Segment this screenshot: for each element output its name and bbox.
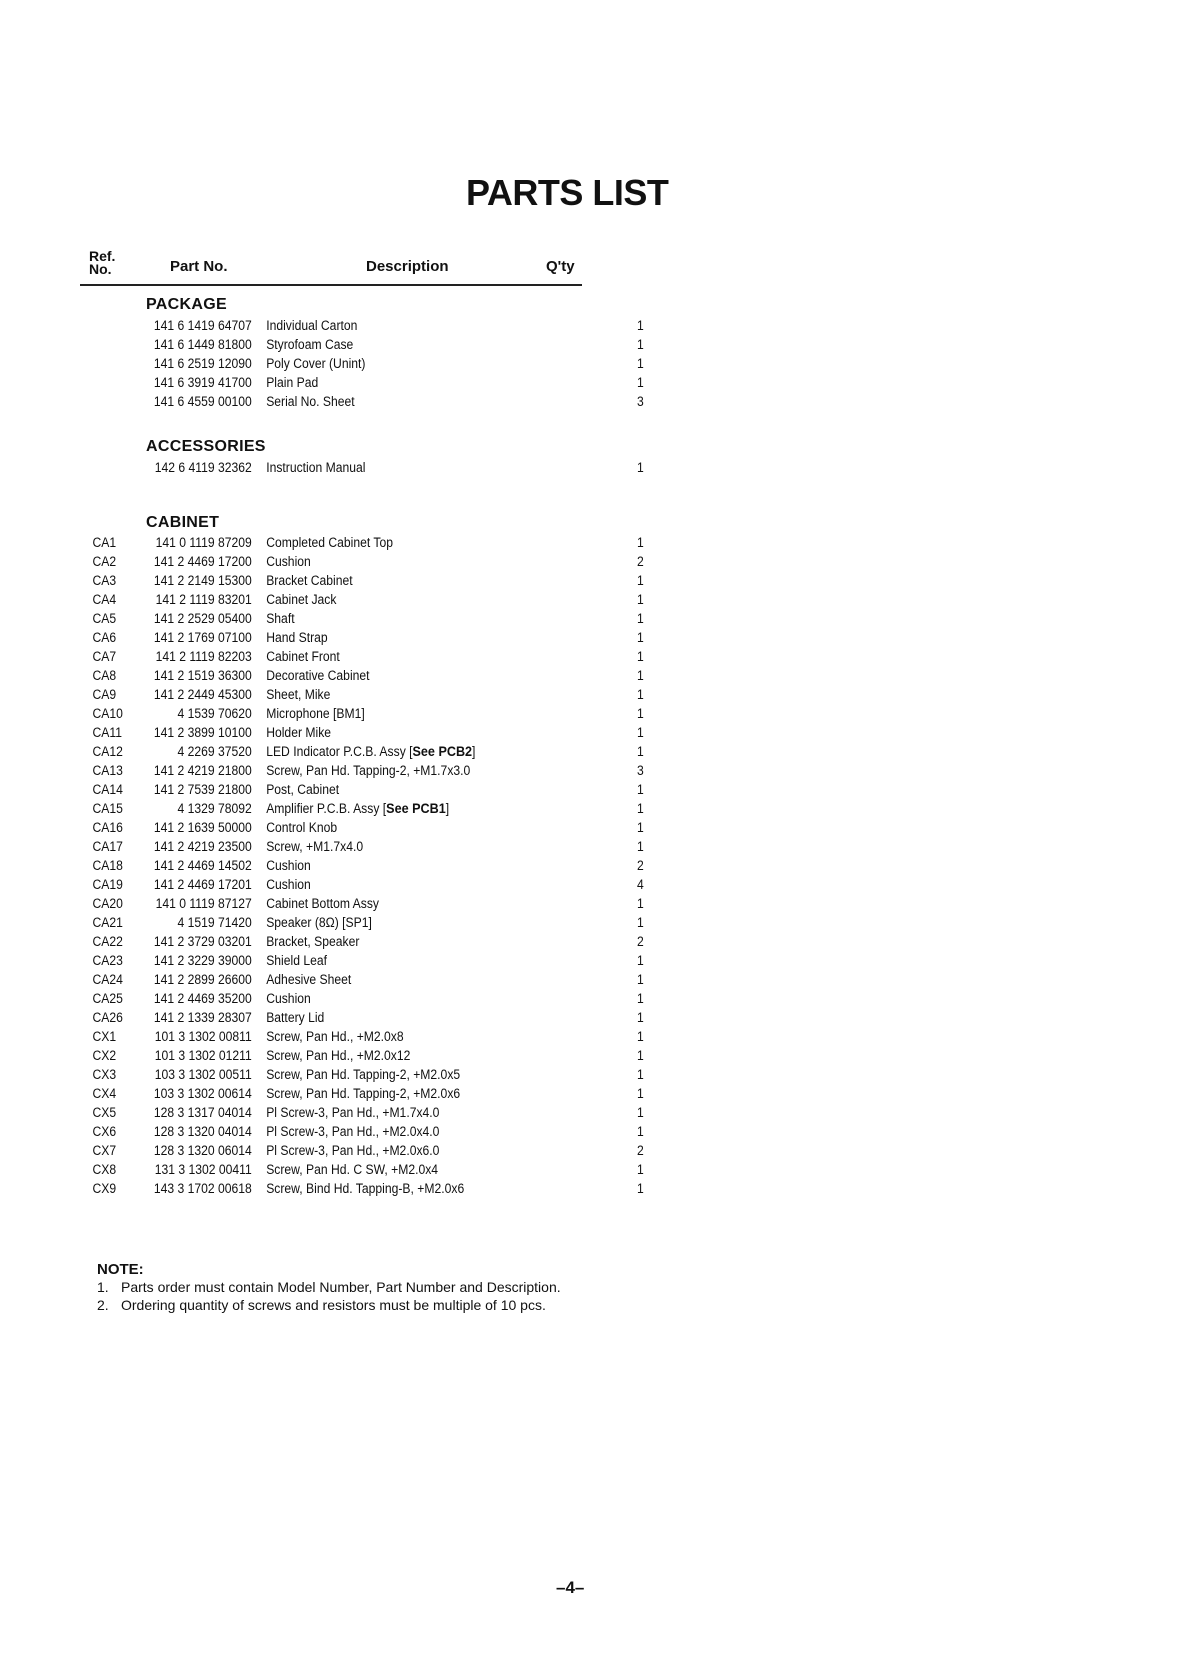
description-cell bbox=[266, 1008, 324, 1027]
description-text: Bracket Cabinet bbox=[266, 573, 353, 588]
ref-no-cell: CA12 bbox=[92, 744, 123, 759]
description-cell bbox=[266, 354, 365, 373]
table-row bbox=[88, 989, 644, 1008]
part-no-cell: 141 2 4219 21800 bbox=[153, 763, 252, 778]
part-no-cell: 141 2 4219 23500 bbox=[153, 839, 252, 854]
description-cell bbox=[266, 647, 340, 666]
ref-no-cell: CX9 bbox=[92, 1181, 117, 1196]
part-no-cell: 141 6 1449 81800 bbox=[153, 337, 252, 352]
description-cell bbox=[266, 1084, 460, 1103]
table-row bbox=[88, 666, 644, 685]
description-cell bbox=[266, 373, 318, 392]
table-row bbox=[88, 1046, 644, 1065]
table-row bbox=[88, 316, 644, 335]
description-cell bbox=[266, 913, 372, 932]
qty-cell: 2 bbox=[637, 554, 644, 569]
description-cell bbox=[266, 392, 354, 411]
description-text: Bracket, Speaker bbox=[266, 934, 360, 949]
description-cell bbox=[266, 951, 327, 970]
qty-cell: 1 bbox=[637, 649, 644, 664]
ref-no-cell: CA4 bbox=[92, 592, 117, 607]
description-text: Screw, Bind Hd. Tapping-B, +M2.0x6 bbox=[266, 1181, 465, 1196]
note-item-text: Ordering quantity of screws and resistors must be multiple of 10 pcs. bbox=[121, 1297, 546, 1313]
description-text: Control Knob bbox=[266, 820, 338, 835]
qty-cell: 1 bbox=[637, 1067, 644, 1082]
part-no-cell: 103 3 1302 00511 bbox=[154, 1067, 252, 1082]
description-cell bbox=[266, 685, 330, 704]
description-cell bbox=[266, 458, 365, 477]
description-cell bbox=[266, 552, 311, 571]
table-row bbox=[88, 1084, 644, 1103]
part-no-cell: 4 1519 71420 bbox=[177, 915, 252, 930]
description-text: Cabinet Bottom Assy bbox=[266, 896, 379, 911]
description-cell bbox=[266, 989, 311, 1008]
description-text: Instruction Manual bbox=[266, 460, 366, 475]
qty-cell: 1 bbox=[637, 535, 644, 550]
table-row bbox=[88, 913, 644, 932]
part-no-cell: 141 0 1119 87209 bbox=[155, 535, 252, 550]
table-row bbox=[88, 609, 644, 628]
part-no-cell: 141 2 4469 17201 bbox=[153, 877, 252, 892]
qty-cell: 1 bbox=[637, 1162, 644, 1177]
table-row bbox=[88, 970, 644, 989]
description-cell bbox=[266, 1160, 438, 1179]
description-text: Cushion bbox=[266, 877, 311, 892]
ref-no-cell: CA17 bbox=[92, 839, 123, 854]
description-text: Decorative Cabinet bbox=[266, 668, 370, 683]
table-row bbox=[88, 932, 644, 951]
part-no-cell: 128 3 1320 06014 bbox=[153, 1143, 252, 1158]
part-no-cell: 141 2 3899 10100 bbox=[153, 725, 252, 740]
part-no-cell: 142 6 4119 32362 bbox=[154, 460, 252, 475]
note-item-number: 2. bbox=[97, 1297, 109, 1313]
ref-no-cell: CA15 bbox=[92, 801, 123, 816]
ref-no-cell: CX5 bbox=[92, 1105, 117, 1120]
description-text: Cushion bbox=[266, 554, 311, 569]
part-no-cell: 101 3 1302 00811 bbox=[154, 1029, 252, 1044]
ref-no-cell: CA3 bbox=[92, 573, 117, 588]
table-row bbox=[88, 799, 644, 818]
description-text: Cabinet Jack bbox=[266, 592, 337, 607]
part-no-cell: 141 2 2149 15300 bbox=[153, 573, 252, 588]
description-text: Styrofoam Case bbox=[266, 337, 354, 352]
description-text: Cushion bbox=[266, 991, 311, 1006]
description-text: Cushion bbox=[266, 858, 311, 873]
table-row bbox=[88, 392, 644, 411]
ref-no-cell: CX3 bbox=[92, 1067, 117, 1082]
qty-cell: 1 bbox=[637, 1010, 644, 1025]
table-row bbox=[88, 818, 644, 837]
description-tail: ] bbox=[445, 801, 450, 816]
description-cell bbox=[266, 932, 359, 951]
section-title-package: PACKAGE bbox=[146, 296, 227, 313]
qty-cell: 1 bbox=[637, 820, 644, 835]
ref-no-cell: CX7 bbox=[92, 1143, 117, 1158]
cabinet-rows bbox=[88, 533, 644, 1198]
section-title-cabinet: CABINET bbox=[146, 514, 220, 531]
part-no-cell: 141 2 7539 21800 bbox=[153, 782, 252, 797]
ref-no-cell: CA10 bbox=[92, 706, 123, 721]
qty-cell: 3 bbox=[637, 763, 644, 778]
table-row bbox=[88, 951, 644, 970]
qty-cell: 1 bbox=[637, 1181, 644, 1196]
part-no-cell: 141 2 2529 05400 bbox=[153, 611, 252, 626]
description-cell bbox=[266, 894, 379, 913]
header-ref-label: Ref. No. bbox=[89, 248, 116, 277]
description-text: Serial No. Sheet bbox=[266, 394, 355, 409]
qty-cell: 1 bbox=[637, 991, 644, 1006]
description-cell bbox=[266, 335, 353, 354]
ref-no-cell: CA7 bbox=[92, 649, 117, 664]
description-text: Hand Strap bbox=[266, 630, 328, 645]
table-row bbox=[88, 571, 644, 590]
part-no-cell: 143 3 1702 00618 bbox=[153, 1181, 252, 1196]
note-item bbox=[97, 1297, 587, 1313]
part-no-cell: 141 0 1119 87127 bbox=[155, 896, 252, 911]
description-text: LED Indicator P.C.B. Assy [ bbox=[266, 744, 413, 759]
table-row bbox=[88, 856, 644, 875]
part-no-cell: 141 6 1419 64707 bbox=[153, 318, 252, 333]
accessories-rows bbox=[88, 458, 644, 477]
qty-cell: 1 bbox=[637, 953, 644, 968]
description-cell bbox=[266, 1122, 439, 1141]
qty-cell: 4 bbox=[637, 877, 644, 892]
qty-cell: 1 bbox=[637, 356, 644, 371]
table-row bbox=[88, 685, 644, 704]
description-cell bbox=[266, 666, 369, 685]
description-cell bbox=[266, 761, 470, 780]
part-no-cell: 141 2 4469 35200 bbox=[153, 991, 252, 1006]
qty-cell: 1 bbox=[637, 706, 644, 721]
qty-cell: 1 bbox=[637, 839, 644, 854]
ref-no-cell: CA11 bbox=[92, 725, 123, 740]
ref-no-cell: CX2 bbox=[92, 1048, 117, 1063]
note-item bbox=[97, 1279, 587, 1295]
ref-no-cell: CX1 bbox=[92, 1029, 117, 1044]
note-item-text: Parts order must contain Model Number, Part Number and Description. bbox=[121, 1279, 561, 1295]
description-text: Holder Mike bbox=[266, 725, 332, 740]
table-row bbox=[88, 1103, 644, 1122]
description-cell bbox=[266, 856, 311, 875]
table-row bbox=[88, 875, 644, 894]
table-row bbox=[88, 1179, 644, 1198]
description-cell bbox=[266, 723, 331, 742]
part-no-cell: 4 1539 70620 bbox=[177, 706, 252, 721]
page-title: PARTS LIST bbox=[466, 172, 669, 213]
qty-cell: 1 bbox=[637, 573, 644, 588]
header-divider bbox=[80, 284, 582, 286]
header-part-no: Part No. bbox=[170, 258, 228, 275]
qty-cell: 1 bbox=[637, 1048, 644, 1063]
description-cell bbox=[266, 1179, 464, 1198]
qty-cell: 1 bbox=[637, 1105, 644, 1120]
table-row bbox=[88, 894, 644, 913]
ref-no-cell: CA13 bbox=[92, 763, 123, 778]
see-pcb-reference: See PCB1 bbox=[386, 800, 446, 816]
table-header bbox=[80, 250, 582, 288]
description-text: Completed Cabinet Top bbox=[266, 535, 393, 550]
part-no-cell: 141 2 1519 36300 bbox=[153, 668, 252, 683]
qty-cell: 2 bbox=[637, 934, 644, 949]
description-cell bbox=[266, 818, 337, 837]
description-cell bbox=[266, 533, 393, 552]
qty-cell: 2 bbox=[637, 1143, 644, 1158]
description-text: Battery Lid bbox=[266, 1010, 325, 1025]
qty-cell: 1 bbox=[637, 687, 644, 702]
description-text: Amplifier P.C.B. Assy [ bbox=[266, 801, 387, 816]
description-text: Pl Screw-3, Pan Hd., +M1.7x4.0 bbox=[266, 1105, 440, 1120]
description-text: Screw, Pan Hd. C SW, +M2.0x4 bbox=[266, 1162, 439, 1177]
qty-cell: 1 bbox=[637, 801, 644, 816]
part-no-cell: 4 1329 78092 bbox=[177, 801, 252, 816]
table-row bbox=[88, 590, 644, 609]
part-no-cell: 141 2 1119 82203 bbox=[155, 649, 252, 664]
table-row bbox=[88, 742, 644, 761]
qty-cell: 1 bbox=[637, 782, 644, 797]
qty-cell: 1 bbox=[637, 318, 644, 333]
ref-no-cell: CX4 bbox=[92, 1086, 117, 1101]
qty-cell: 1 bbox=[637, 460, 644, 475]
description-text: Screw, Pan Hd., +M2.0x8 bbox=[266, 1029, 404, 1044]
table-row bbox=[88, 647, 644, 666]
part-no-cell: 141 2 1339 28307 bbox=[153, 1010, 252, 1025]
table-row bbox=[88, 628, 644, 647]
note-item-number: 1. bbox=[97, 1279, 109, 1295]
description-text: Shield Leaf bbox=[266, 953, 328, 968]
description-text: Screw, +M1.7x4.0 bbox=[266, 839, 364, 854]
qty-cell: 1 bbox=[637, 611, 644, 626]
description-text: Shaft bbox=[266, 611, 295, 626]
qty-cell: 1 bbox=[637, 744, 644, 759]
header-qty: Q'ty bbox=[546, 258, 575, 275]
header-description: Description bbox=[366, 258, 449, 275]
part-no-cell: 141 2 1639 50000 bbox=[153, 820, 252, 835]
qty-cell: 2 bbox=[637, 858, 644, 873]
qty-cell: 1 bbox=[637, 1086, 644, 1101]
description-text: Sheet, Mike bbox=[266, 687, 331, 702]
part-no-cell: 141 2 4469 14502 bbox=[153, 858, 252, 873]
description-text: Screw, Pan Hd. Tapping-2, +M1.7x3.0 bbox=[266, 763, 471, 778]
package-rows bbox=[88, 316, 644, 411]
part-no-cell: 128 3 1317 04014 bbox=[153, 1105, 252, 1120]
ref-no-cell: CA21 bbox=[92, 915, 123, 930]
table-row bbox=[88, 1008, 644, 1027]
part-no-cell: 141 2 1119 83201 bbox=[155, 592, 252, 607]
ref-no-cell: CX6 bbox=[92, 1124, 117, 1139]
description-text: Cabinet Front bbox=[266, 649, 340, 664]
table-row bbox=[88, 335, 644, 354]
description-text: Adhesive Sheet bbox=[266, 972, 352, 987]
description-cell bbox=[266, 1046, 410, 1065]
description-text: Screw, Pan Hd. Tapping-2, +M2.0x5 bbox=[266, 1067, 461, 1082]
description-text: Speaker (8Ω) [SP1] bbox=[266, 915, 372, 930]
part-no-cell: 4 2269 37520 bbox=[177, 744, 252, 759]
description-text: Post, Cabinet bbox=[266, 782, 340, 797]
description-cell bbox=[266, 316, 357, 335]
part-no-cell: 141 2 3729 03201 bbox=[153, 934, 252, 949]
part-no-cell: 128 3 1320 04014 bbox=[153, 1124, 252, 1139]
table-row bbox=[88, 533, 644, 552]
part-no-cell: 141 2 2899 26600 bbox=[153, 972, 252, 987]
description-text: Microphone [BM1] bbox=[266, 706, 365, 721]
part-no-cell: 101 3 1302 01211 bbox=[154, 1048, 252, 1063]
qty-cell: 1 bbox=[637, 592, 644, 607]
description-cell bbox=[266, 1103, 439, 1122]
description-text: Individual Carton bbox=[266, 318, 358, 333]
see-pcb-reference: See PCB2 bbox=[412, 743, 473, 759]
ref-no-cell: CA9 bbox=[92, 687, 117, 702]
section-title-accessories: ACCESSORIES bbox=[146, 438, 266, 455]
description-cell bbox=[266, 609, 294, 628]
table-row bbox=[88, 780, 644, 799]
part-no-cell: 141 2 3229 39000 bbox=[153, 953, 252, 968]
description-text: Poly Cover (Unint) bbox=[266, 356, 366, 371]
table-row bbox=[88, 552, 644, 571]
description-cell bbox=[266, 780, 339, 799]
qty-cell: 1 bbox=[637, 896, 644, 911]
part-no-cell: 141 2 4469 17200 bbox=[153, 554, 252, 569]
page-number: –4– bbox=[556, 1578, 585, 1597]
table-row bbox=[88, 1160, 644, 1179]
ref-no-cell: CA25 bbox=[92, 991, 123, 1006]
table-row bbox=[88, 373, 644, 392]
ref-no-cell: CA6 bbox=[92, 630, 117, 645]
table-row bbox=[88, 458, 644, 477]
part-no-cell: 141 6 2519 12090 bbox=[153, 356, 252, 371]
description-cell bbox=[266, 970, 351, 989]
qty-cell: 1 bbox=[637, 668, 644, 683]
header-ref-no bbox=[89, 250, 115, 276]
ref-no-cell: CA16 bbox=[92, 820, 123, 835]
ref-no-cell: CA14 bbox=[92, 782, 123, 797]
part-no-cell: 103 3 1302 00614 bbox=[153, 1086, 252, 1101]
description-text: Screw, Pan Hd., +M2.0x12 bbox=[266, 1048, 411, 1063]
part-no-cell: 141 6 3919 41700 bbox=[153, 375, 252, 390]
table-row bbox=[88, 761, 644, 780]
part-no-cell: 141 6 4559 00100 bbox=[153, 394, 252, 409]
description-tail: ] bbox=[472, 744, 476, 759]
description-cell bbox=[266, 742, 475, 761]
table-row bbox=[88, 837, 644, 856]
table-row bbox=[88, 1122, 644, 1141]
description-cell bbox=[266, 837, 363, 856]
description-cell bbox=[266, 590, 336, 609]
qty-cell: 1 bbox=[637, 915, 644, 930]
description-cell bbox=[266, 799, 449, 818]
ref-no-cell: CA22 bbox=[92, 934, 123, 949]
qty-cell: 1 bbox=[637, 1124, 644, 1139]
description-text: Screw, Pan Hd. Tapping-2, +M2.0x6 bbox=[266, 1086, 461, 1101]
part-no-cell: 141 2 2449 45300 bbox=[153, 687, 252, 702]
ref-no-cell: CA20 bbox=[92, 896, 123, 911]
ref-no-cell: CX8 bbox=[92, 1162, 117, 1177]
note-block bbox=[97, 1262, 587, 1315]
table-row bbox=[88, 704, 644, 723]
ref-no-cell: CA18 bbox=[92, 858, 123, 873]
table-row bbox=[88, 354, 644, 373]
qty-cell: 1 bbox=[637, 630, 644, 645]
ref-no-cell: CA2 bbox=[92, 554, 117, 569]
description-cell bbox=[266, 1027, 403, 1046]
ref-no-cell: CA24 bbox=[92, 972, 123, 987]
description-cell bbox=[266, 875, 311, 894]
description-cell bbox=[266, 1065, 460, 1084]
part-no-cell: 141 2 1769 07100 bbox=[153, 630, 252, 645]
note-title: NOTE: bbox=[97, 1261, 144, 1278]
description-cell bbox=[266, 628, 327, 647]
qty-cell: 3 bbox=[637, 394, 644, 409]
qty-cell: 1 bbox=[637, 1029, 644, 1044]
ref-no-cell: CA23 bbox=[92, 953, 123, 968]
description-text: Pl Screw-3, Pan Hd., +M2.0x4.0 bbox=[266, 1124, 440, 1139]
ref-no-cell: CA8 bbox=[92, 668, 117, 683]
description-cell bbox=[266, 571, 352, 590]
qty-cell: 1 bbox=[637, 337, 644, 352]
table-row bbox=[88, 1141, 644, 1160]
part-no-cell: 131 3 1302 00411 bbox=[154, 1162, 252, 1177]
ref-no-cell: CA26 bbox=[92, 1010, 123, 1025]
qty-cell: 1 bbox=[637, 375, 644, 390]
description-text: Pl Screw-3, Pan Hd., +M2.0x6.0 bbox=[266, 1143, 440, 1158]
qty-cell: 1 bbox=[637, 725, 644, 740]
qty-cell: 1 bbox=[637, 972, 644, 987]
description-text: Plain Pad bbox=[266, 375, 319, 390]
table-row bbox=[88, 723, 644, 742]
ref-no-cell: CA1 bbox=[92, 535, 117, 550]
ref-no-cell: CA19 bbox=[92, 877, 123, 892]
description-cell bbox=[266, 1141, 439, 1160]
table-row bbox=[88, 1027, 644, 1046]
ref-no-cell: CA5 bbox=[92, 611, 117, 626]
table-row bbox=[88, 1065, 644, 1084]
description-cell bbox=[266, 704, 365, 723]
